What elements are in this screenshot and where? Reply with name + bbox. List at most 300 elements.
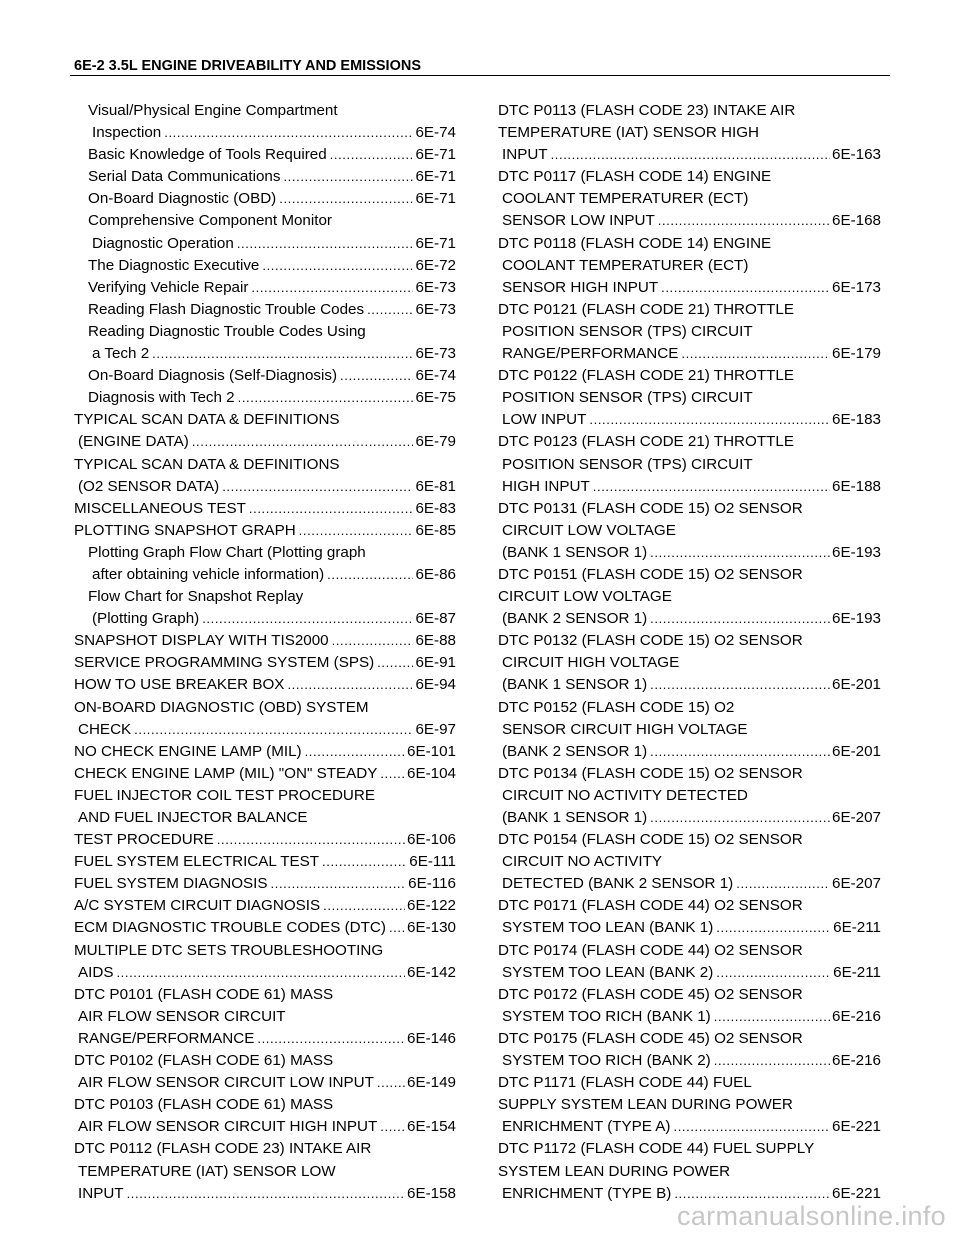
toc-entry[interactable] [74, 188, 456, 210]
toc-leader-dots [322, 851, 407, 873]
toc-entry-title: Diagnosis with Tech 2 [88, 389, 235, 407]
toc-entry-title: ENRICHMENT (TYPE B) [502, 1184, 672, 1202]
toc-entry[interactable] [74, 719, 456, 741]
toc-entry-title: DTC P0112 (FLASH CODE 23) INTAKE AIR [74, 1140, 372, 1158]
toc-entry-title: HIGH INPUT [502, 477, 590, 495]
toc-entry-title: POSITION SENSOR (TPS) CIRCUIT [502, 322, 753, 340]
toc-entry-title: LOW INPUT [502, 411, 587, 429]
page-header-title: 6E-2 3.5L ENGINE DRIVEABILITY AND EMISSIONS [74, 58, 422, 74]
toc-entry-title: CIRCUIT NO ACTIVITY DETECTED [502, 786, 748, 804]
toc-entry-page: 6E-142 [407, 963, 456, 981]
toc-entry-page: 6E-87 [415, 610, 456, 628]
toc-entry[interactable] [74, 984, 456, 1006]
toc-entry[interactable] [74, 564, 456, 586]
toc-entry[interactable] [498, 851, 881, 873]
toc-entry-title: DTC P0174 (FLASH CODE 44) O2 SENSOR [498, 941, 803, 959]
toc-entry-title: AIR FLOW SENSOR CIRCUIT LOW INPUT [78, 1074, 374, 1092]
toc-entry-title: CIRCUIT NO ACTIVITY [502, 853, 663, 871]
toc-entry-page: 6E-221 [832, 1118, 881, 1136]
toc-leader-dots [674, 1116, 831, 1138]
toc-entry-page: 6E-130 [407, 919, 456, 937]
toc-entry[interactable] [498, 1094, 881, 1116]
toc-entry-title: DTC P0102 (FLASH CODE 61) MASS [74, 1052, 334, 1070]
toc-entry-title: INPUT [502, 146, 548, 164]
toc-entry-title: FUEL SYSTEM DIAGNOSIS [74, 875, 268, 893]
toc-entry-title: ECM DIAGNOSTIC TROUBLE CODES (DTC) [74, 919, 386, 937]
toc-entry[interactable] [498, 1050, 881, 1072]
toc-entry-title: SUPPLY SYSTEM LEAN DURING POWER [498, 1096, 793, 1114]
toc-entry-title: DTC P0117 (FLASH CODE 14) ENGINE [498, 168, 772, 186]
toc-entry-title: SYSTEM TOO LEAN (BANK 1) [502, 919, 714, 937]
toc-entry[interactable] [74, 409, 456, 431]
toc-entry-page: 6E-106 [407, 831, 456, 849]
toc-entry[interactable] [74, 166, 456, 188]
toc-entry[interactable] [74, 1072, 456, 1094]
toc-entry[interactable] [498, 984, 881, 1006]
toc-leader-dots [650, 674, 830, 696]
toc-entry-page: 6E-201 [832, 676, 881, 694]
toc-entry-title: On-Board Diagnostic (OBD) [88, 190, 277, 208]
toc-entry[interactable] [74, 1028, 456, 1050]
toc-entry[interactable] [498, 299, 881, 321]
toc-leader-dots [249, 498, 414, 520]
toc-leader-dots [279, 188, 413, 210]
toc-entry-title: DTC P0113 (FLASH CODE 23) INTAKE AIR [498, 102, 796, 119]
toc-entry[interactable] [74, 1050, 456, 1072]
toc-entry[interactable] [498, 1006, 881, 1028]
toc-entry-title: TYPICAL SCAN DATA & DEFINITIONS [74, 411, 340, 429]
toc-entry[interactable] [498, 917, 881, 939]
toc-entry-title: On-Board Diagnosis (Self-Diagnosis) [88, 367, 338, 385]
toc-entry[interactable] [74, 586, 456, 608]
toc-entry[interactable] [498, 365, 881, 387]
toc-leader-dots [380, 763, 405, 785]
toc-entry[interactable] [498, 476, 881, 498]
toc-entry-title: DTC P0123 (FLASH CODE 21) THROTTLE [498, 433, 794, 451]
toc-entry[interactable] [498, 255, 881, 277]
toc-entry-page: 6E-104 [407, 764, 456, 782]
toc-entry-title: Comprehensive Component Monitor [88, 212, 332, 230]
toc-entry-title: AIDS [78, 963, 114, 981]
toc-leader-dots [202, 608, 413, 630]
toc-entry[interactable] [74, 520, 456, 542]
toc-entry[interactable] [498, 962, 881, 984]
toc-entry-page: 6E-73 [415, 345, 456, 363]
toc-entry-title: FUEL SYSTEM ELECTRICAL TEST [74, 853, 320, 871]
toc-entry[interactable] [74, 1183, 456, 1205]
toc-entry-title: (BANK 2 SENSOR 1) [502, 742, 648, 760]
toc-entry-page: 6E-74 [415, 367, 456, 385]
header-rule [70, 75, 890, 76]
toc-leader-dots [330, 144, 414, 166]
toc-entry[interactable] [498, 321, 881, 343]
toc-entry[interactable] [74, 255, 456, 277]
toc-leader-dots [551, 144, 830, 166]
toc-leader-dots [367, 299, 413, 321]
toc-entry[interactable] [74, 431, 456, 453]
toc-entry[interactable] [498, 608, 881, 630]
toc-entry-title: FUEL INJECTOR COIL TEST PROCEDURE [74, 786, 375, 804]
toc-entry-page: 6E-86 [415, 565, 456, 583]
toc-entry-title: a Tech 2 [92, 345, 150, 363]
toc-entry-title: CHECK ENGINE LAMP (MIL) "ON" STEADY [74, 764, 378, 782]
toc-leader-dots [650, 741, 830, 763]
toc-leader-dots [380, 1116, 405, 1138]
toc-entry-title: RANGE/PERFORMANCE [78, 1029, 255, 1047]
toc-entry-title: TEMPERATURE (IAT) SENSOR LOW [78, 1162, 336, 1180]
toc-entry-page: 6E-179 [832, 345, 881, 363]
toc-entry[interactable] [74, 299, 456, 321]
toc-entry[interactable] [74, 1094, 456, 1116]
toc-entry[interactable] [74, 542, 456, 564]
toc-entry[interactable] [498, 719, 881, 741]
toc-entry[interactable] [498, 586, 881, 608]
toc-entry-title: DTC P0151 (FLASH CODE 15) O2 SENSOR [498, 565, 803, 583]
toc-entry-page: 6E-91 [415, 654, 456, 672]
toc-leader-dots [299, 520, 414, 542]
toc-entry-title: (BANK 1 SENSOR 1) [502, 543, 648, 561]
toc-entry[interactable] [498, 542, 881, 564]
toc-entry-page: 6E-201 [832, 742, 881, 760]
toc-leader-dots [238, 387, 414, 409]
toc-entry-page: 6E-71 [415, 146, 456, 164]
toc-entry-title: Inspection [92, 124, 162, 142]
toc-leader-dots [327, 564, 413, 586]
toc-entry[interactable] [498, 1161, 881, 1183]
toc-leader-dots [134, 719, 413, 741]
toc-leader-dots [192, 431, 414, 453]
toc-entry[interactable] [498, 652, 881, 674]
toc-entry[interactable] [74, 1161, 456, 1183]
toc-entry[interactable] [498, 144, 881, 166]
toc-entry-page: 6E-193 [832, 543, 881, 561]
toc-leader-dots [217, 829, 405, 851]
toc-entry-page: 6E-97 [415, 720, 456, 738]
toc-entry-page: 6E-207 [832, 875, 881, 893]
toc-entry[interactable] [498, 940, 881, 962]
toc-entry[interactable] [74, 895, 456, 917]
toc-entry[interactable] [74, 962, 456, 984]
toc-entry[interactable] [498, 564, 881, 586]
toc-entry-page: 6E-163 [832, 146, 881, 164]
toc-entry-title: DTC P0152 (FLASH CODE 15) O2 [498, 698, 735, 716]
toc-entry[interactable] [74, 940, 456, 962]
toc-entry-page: 6E-173 [832, 278, 881, 296]
toc-entry-title: TYPICAL SCAN DATA & DEFINITIONS [74, 455, 340, 473]
toc-entry-title: Visual/Physical Engine Compartment [88, 102, 338, 119]
toc-entry-title: SYSTEM TOO RICH (BANK 2) [502, 1052, 711, 1070]
toc-leader-dots [164, 122, 413, 144]
toc-entry-page: 6E-85 [415, 521, 456, 539]
toc-entry[interactable] [74, 807, 456, 829]
toc-entry-title: A/C SYSTEM CIRCUIT DIAGNOSIS [74, 897, 321, 915]
toc-leader-dots [389, 917, 405, 939]
toc-entry-title: COOLANT TEMPERATURER (ECT) [502, 256, 749, 274]
toc-entry-title: DTC P0122 (FLASH CODE 21) THROTTLE [498, 367, 794, 385]
toc-entry[interactable] [74, 763, 456, 785]
toc-leader-dots [262, 255, 413, 277]
toc-entry[interactable] [74, 210, 456, 232]
toc-entry-title: DTC P0118 (FLASH CODE 14) ENGINE [498, 234, 772, 252]
toc-entry-page: 6E-74 [415, 124, 456, 142]
toc-entry-title: TEST PROCEDURE [74, 831, 214, 849]
toc-leader-dots [222, 476, 413, 498]
toc-leader-dots [251, 277, 413, 299]
toc-entry-title: CIRCUIT LOW VOLTAGE [502, 521, 676, 539]
toc-entry[interactable] [74, 365, 456, 387]
toc-entry-title: Basic Knowledge of Tools Required [88, 146, 327, 164]
toc-entry[interactable] [498, 387, 881, 409]
toc-entry-page: 6E-158 [407, 1184, 456, 1202]
toc-entry-title: AIR FLOW SENSOR CIRCUIT [78, 1007, 286, 1025]
toc-entry-page: 6E-122 [407, 897, 456, 915]
toc-entry-page: 6E-116 [408, 875, 456, 893]
toc-entry[interactable] [498, 785, 881, 807]
toc-entry-title: Verifying Vehicle Repair [88, 278, 249, 296]
toc-entry-title: NO CHECK ENGINE LAMP (MIL) [74, 742, 302, 760]
toc-entry[interactable] [498, 1028, 881, 1050]
toc-entry[interactable] [74, 277, 456, 299]
toc-entry-title: POSITION SENSOR (TPS) CIRCUIT [502, 455, 753, 473]
toc-entry[interactable] [498, 343, 881, 365]
toc-entry-title: SYSTEM LEAN DURING POWER [498, 1162, 731, 1180]
toc-leader-dots [658, 210, 830, 232]
toc-entry-title: (BANK 2 SENSOR 1) [502, 610, 648, 628]
toc-entry[interactable] [74, 917, 456, 939]
toc-leader-dots [716, 917, 831, 939]
toc-leader-dots [116, 962, 405, 984]
toc-entry[interactable] [498, 1116, 881, 1138]
toc-entry-page: 6E-168 [832, 212, 881, 230]
toc-entry[interactable] [498, 697, 881, 719]
toc-entry[interactable] [498, 520, 881, 542]
toc-leader-dots [716, 962, 831, 984]
toc-leader-dots [305, 741, 405, 763]
toc-entry[interactable] [498, 1138, 881, 1160]
toc-entry[interactable] [498, 166, 881, 188]
toc-entry-title: Reading Flash Diagnostic Trouble Codes [88, 300, 365, 318]
toc-entry-page: 6E-72 [415, 256, 456, 274]
toc-entry-title: CIRCUIT LOW VOLTAGE [498, 588, 672, 606]
toc-entry[interactable] [74, 674, 456, 696]
toc-entry[interactable] [74, 122, 456, 144]
toc-entry[interactable] [498, 1072, 881, 1094]
toc-entry-title: RANGE/PERFORMANCE [502, 345, 679, 363]
toc-entry[interactable] [74, 741, 456, 763]
toc-entry-title: DTC P0134 (FLASH CODE 15) O2 SENSOR [498, 764, 803, 782]
toc-entry[interactable] [74, 321, 456, 343]
toc-entry[interactable] [498, 100, 881, 122]
toc-entry-title: (BANK 1 SENSOR 1) [502, 676, 648, 694]
toc-entry-title: DTC P0172 (FLASH CODE 45) O2 SENSOR [498, 985, 803, 1003]
toc-entry[interactable] [498, 741, 881, 763]
toc-leader-dots [283, 166, 413, 188]
toc-entry[interactable] [498, 498, 881, 520]
toc-entry-title: SYSTEM TOO RICH (BANK 1) [502, 1007, 711, 1025]
toc-entry-title: INPUT [78, 1184, 124, 1202]
toc-entry-page: 6E-183 [832, 411, 881, 429]
toc-column-left [74, 100, 456, 1205]
toc-entry-title: (BANK 1 SENSOR 1) [502, 809, 648, 826]
toc-entry-title: SERVICE PROGRAMMING SYSTEM (SPS) [74, 654, 375, 672]
toc-entry[interactable] [498, 763, 881, 785]
toc-entry[interactable] [74, 1116, 456, 1138]
toc-entry-page: 6E-188 [832, 477, 881, 495]
toc-entry[interactable] [74, 343, 456, 365]
toc-column-right [498, 100, 881, 1205]
toc-entry[interactable] [74, 100, 456, 122]
toc-leader-dots [593, 476, 830, 498]
toc-entry-title: ON-BOARD DIAGNOSTIC (OBD) SYSTEM [74, 698, 369, 716]
toc-entry-page: 6E-71 [415, 234, 456, 252]
toc-entry-title: DTC P1172 (FLASH CODE 44) FUEL SUPPLY [498, 1140, 815, 1158]
toc-entry[interactable] [74, 630, 456, 652]
toc-entry[interactable] [498, 277, 881, 299]
toc-entry[interactable] [74, 233, 456, 255]
toc-entry-page: 6E-73 [415, 300, 456, 318]
toc-leader-dots [589, 409, 830, 431]
toc-entry[interactable] [498, 188, 881, 210]
toc-entry-title: DTC P0175 (FLASH CODE 45) O2 SENSOR [498, 1029, 803, 1047]
toc-entry-title: (O2 SENSOR DATA) [78, 477, 220, 495]
toc-entry[interactable] [74, 873, 456, 895]
toc-entry-title: SENSOR HIGH INPUT [502, 278, 659, 296]
toc-leader-dots [714, 1006, 830, 1028]
toc-entry[interactable] [74, 387, 456, 409]
toc-entry[interactable] [498, 873, 881, 895]
toc-entry-page: 6E-211 [833, 919, 881, 937]
toc-leader-dots [287, 674, 413, 696]
toc-entry-title: (Plotting Graph) [92, 610, 200, 628]
toc-leader-dots [377, 1072, 405, 1094]
toc-entry[interactable] [74, 1006, 456, 1028]
toc-entry[interactable] [74, 851, 456, 873]
toc-entry-page: 6E-193 [832, 610, 881, 628]
toc-entry[interactable] [498, 829, 881, 851]
toc-entry[interactable] [498, 630, 881, 652]
toc-entry-page: 6E-207 [832, 809, 881, 826]
toc-entry-title: (ENGINE DATA) [78, 433, 189, 451]
toc-entry[interactable] [498, 807, 881, 829]
toc-entry[interactable] [498, 233, 881, 255]
toc-entry[interactable] [74, 785, 456, 807]
toc-leader-dots [377, 652, 413, 674]
toc-entry-title: TEMPERATURE (IAT) SENSOR HIGH [498, 124, 760, 142]
toc-entry-title: ENRICHMENT (TYPE A) [502, 1118, 671, 1136]
toc-entry-page: 6E-101 [407, 742, 456, 760]
toc-entry-title: DTC P0131 (FLASH CODE 15) O2 SENSOR [498, 499, 803, 517]
toc-entry[interactable] [74, 476, 456, 498]
toc-entry-title: POSITION SENSOR (TPS) CIRCUIT [502, 389, 753, 407]
toc-entry-page: 6E-146 [407, 1029, 456, 1047]
toc-leader-dots [127, 1183, 405, 1205]
toc-entry[interactable] [498, 122, 881, 144]
toc-entry-title: SENSOR CIRCUIT HIGH VOLTAGE [502, 720, 748, 738]
toc-entry-title: AIR FLOW SENSOR CIRCUIT HIGH INPUT [78, 1118, 378, 1136]
toc-entry-title: DTC P0132 (FLASH CODE 15) O2 SENSOR [498, 632, 803, 650]
toc-entry-title: Diagnostic Operation [92, 234, 234, 252]
toc-leader-dots [650, 608, 830, 630]
toc-entry-page: 6E-79 [415, 433, 456, 451]
toc-leader-dots [332, 630, 414, 652]
toc-entry[interactable] [498, 431, 881, 453]
toc-entry[interactable] [498, 454, 881, 476]
toc-leader-dots [661, 277, 830, 299]
toc-entry-title: CIRCUIT HIGH VOLTAGE [502, 654, 680, 672]
toc-entry[interactable] [498, 895, 881, 917]
toc-entry-title: AND FUEL INJECTOR BALANCE [78, 809, 308, 826]
toc-entry-page: 6E-211 [833, 963, 881, 981]
toc-entry-title: MISCELLANEOUS TEST [74, 499, 246, 517]
toc-entry[interactable] [498, 210, 881, 232]
toc-entry[interactable] [74, 697, 456, 719]
toc-entry-title: Reading Diagnostic Trouble Codes Using [88, 322, 366, 340]
toc-entry-page: 6E-83 [415, 499, 456, 517]
toc-entry-title: after obtaining vehicle information) [92, 565, 325, 583]
toc-entry-page: 6E-94 [415, 676, 456, 694]
toc-leader-dots [736, 873, 830, 895]
toc-entry[interactable] [74, 1138, 456, 1160]
toc-entry-title: MULTIPLE DTC SETS TROUBLESHOOTING [74, 941, 384, 959]
toc-entry-title: COOLANT TEMPERATURER (ECT) [502, 190, 749, 208]
toc-entry-title: DTC P0103 (FLASH CODE 61) MASS [74, 1096, 334, 1114]
toc-leader-dots [271, 873, 407, 895]
toc-entry-title: DETECTED (BANK 2 SENSOR 1) [502, 875, 734, 893]
toc-leader-dots [323, 895, 405, 917]
toc-entry-title: HOW TO USE BREAKER BOX [74, 676, 285, 694]
toc-entry-title: DTC P0171 (FLASH CODE 44) O2 SENSOR [498, 897, 803, 915]
toc-leader-dots [650, 807, 830, 829]
toc-entry[interactable] [74, 652, 456, 674]
toc-entry-page: 6E-111 [409, 853, 456, 871]
toc-entry-page: 6E-216 [832, 1007, 881, 1025]
toc-entry[interactable] [74, 454, 456, 476]
toc-leader-dots [650, 542, 830, 564]
toc-entry-title: DTC P0121 (FLASH CODE 21) THROTTLE [498, 300, 794, 318]
toc-entry-title: SNAPSHOT DISPLAY WITH TIS2000 [74, 632, 329, 650]
toc-entry-title: DTC P0154 (FLASH CODE 15) O2 SENSOR [498, 831, 803, 849]
toc-leader-dots [714, 1050, 830, 1072]
toc-entry-page: 6E-81 [415, 477, 456, 495]
toc-leader-dots [681, 343, 830, 365]
toc-entry-title: SYSTEM TOO LEAN (BANK 2) [502, 963, 714, 981]
toc-entry-page: 6E-71 [415, 168, 456, 186]
toc-entry-title: DTC P0101 (FLASH CODE 61) MASS [74, 985, 334, 1003]
toc-entry-title: Flow Chart for Snapshot Replay [88, 588, 304, 606]
toc-entry[interactable] [74, 498, 456, 520]
toc-entry-title: DTC P1171 (FLASH CODE 44) FUEL [498, 1074, 752, 1092]
toc-entry-page: 6E-75 [415, 389, 456, 407]
toc-entry[interactable] [74, 829, 456, 851]
toc-leader-dots [152, 343, 413, 365]
toc-entry-title: CHECK [78, 720, 132, 738]
toc-entry-title: PLOTTING SNAPSHOT GRAPH [74, 521, 296, 539]
toc-leader-dots [237, 233, 414, 255]
toc-entry[interactable] [498, 409, 881, 431]
toc-entry-page: 6E-154 [407, 1118, 456, 1136]
toc-leader-dots [257, 1028, 405, 1050]
toc-entry-title: SENSOR LOW INPUT [502, 212, 655, 230]
watermark-text: carmanualsonline.info [677, 1201, 946, 1231]
toc-entry-page: 6E-88 [415, 632, 456, 650]
toc-entry-page: 6E-149 [407, 1074, 456, 1092]
toc-leader-dots [340, 365, 413, 387]
toc-entry[interactable] [74, 608, 456, 630]
toc-entry-title: The Diagnostic Executive [88, 256, 260, 274]
toc-entry[interactable] [74, 144, 456, 166]
toc-entry[interactable] [498, 674, 881, 696]
toc-entry-page: 6E-216 [832, 1052, 881, 1070]
